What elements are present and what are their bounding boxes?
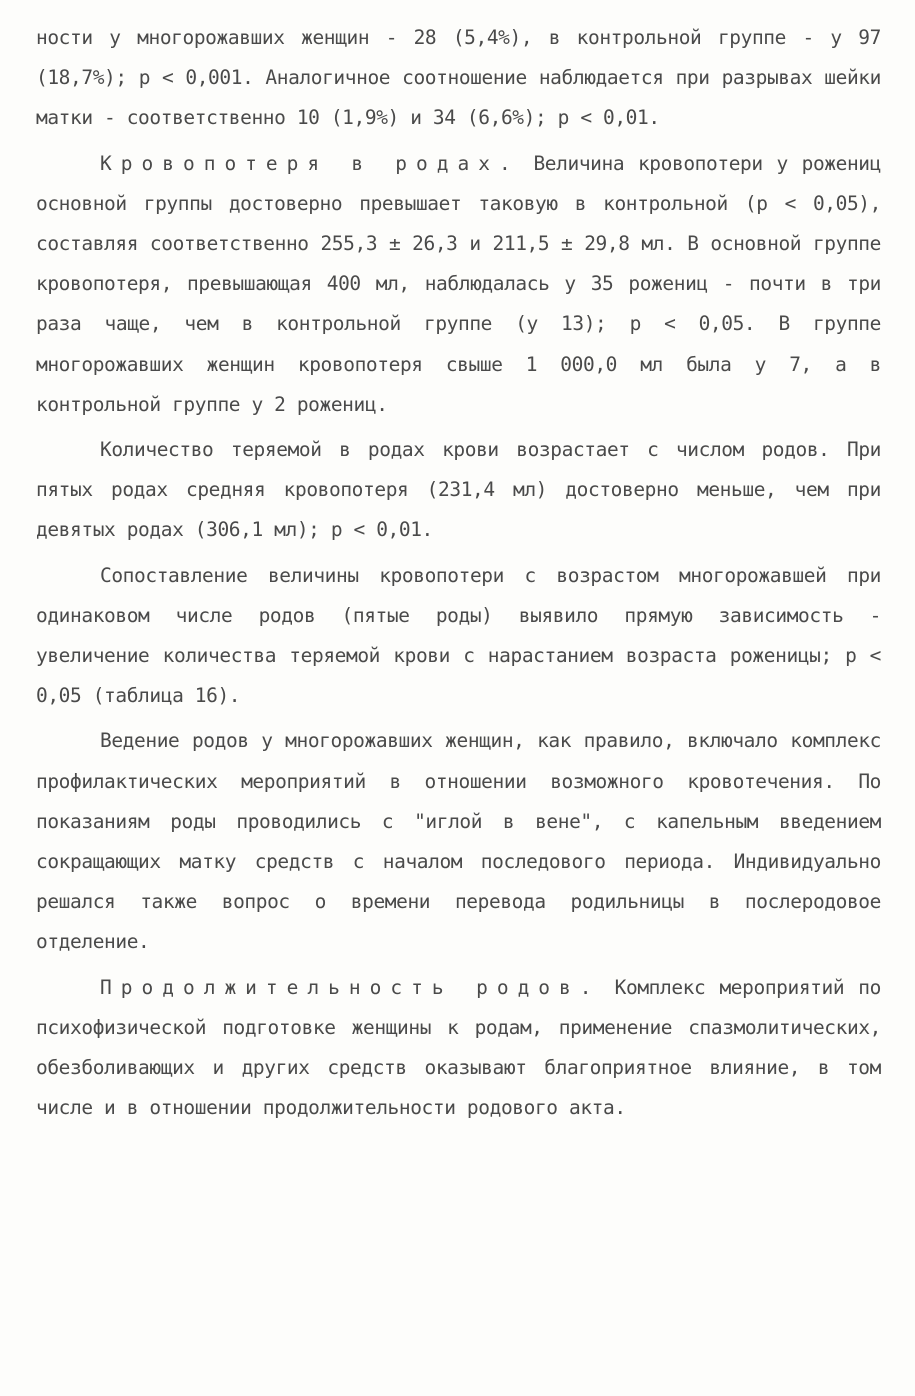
paragraph-4 — [36, 556, 881, 717]
section-heading-blood-loss: Кровопотеря в родах. — [100, 151, 520, 175]
paragraph-text: Ведение родов у многорожавших женщин, как правило, включало комплекс профилактических мероприятий в отношении возможного кровотечения. По показаниям роды проводились с "иглой в вене", с капельным введением сокращающих матку средств с началом последового периода. Индивидуально решался также вопрос о времени перевода родильницы в послеродовое отделение. — [36, 729, 881, 954]
section-heading-labor-duration: Продолжительность родов. — [100, 975, 601, 999]
paragraph-5 — [36, 721, 881, 962]
paragraph-text: Комплекс мероприятий по психофизической подготовке женщины к родам, применение спазмолитических, обезболивающих и других средств оказывают благоприятное влияние, в том числе и в отношении продолжительности родового акта. — [36, 975, 881, 1120]
paragraph-text: ности у многорожавших женщин - 28 (5,4%), в контрольной группе - у 97 (18,7%); р < 0,001. Аналогичное соотношение наблюдается при разрывах шейки матки - соответственно 10 (1,9%) и 34 (6,6%); р < 0,01. — [36, 26, 881, 130]
paragraph-text: Количество теряемой в родах крови возрастает с числом родов. При пятых родах средняя кровопотеря (231,4 мл) достоверно меньше, чем при девятых родах (306,1 мл); р < 0,01. — [36, 438, 881, 542]
paragraph-6 — [36, 968, 881, 1129]
paragraph-2 — [36, 144, 881, 425]
paragraph-text: Величина кровопотери у рожениц основной группы достоверно превышает таковую в контрольной (р < 0,05), составляя соответственно 255,3 ± 26,3 и 211,5 ± 29,8 мл. В основной группе кровопотеря, превышающая 400 мл, наблюдалась у 35 рожениц - почти в три раза чаще, чем в контрольной группе (у 13); р < 0,05. В группе многорожавших женщин кровопотеря свыше 1 000,0 мл была у 7, а в контрольной группе у 2 рожениц. — [36, 151, 881, 416]
paragraph-1 — [36, 18, 881, 139]
paragraph-3 — [36, 430, 881, 551]
paragraph-text: Сопоставление величины кровопотери с возрастом многорожавшей при одинаковом числе родов (пятые роды) выявило прямую зависимость - увеличение количества теряемой крови с нарастанием возраста роженицы; р < 0,05 (таблица 16). — [36, 563, 881, 708]
document-body — [36, 18, 881, 1133]
